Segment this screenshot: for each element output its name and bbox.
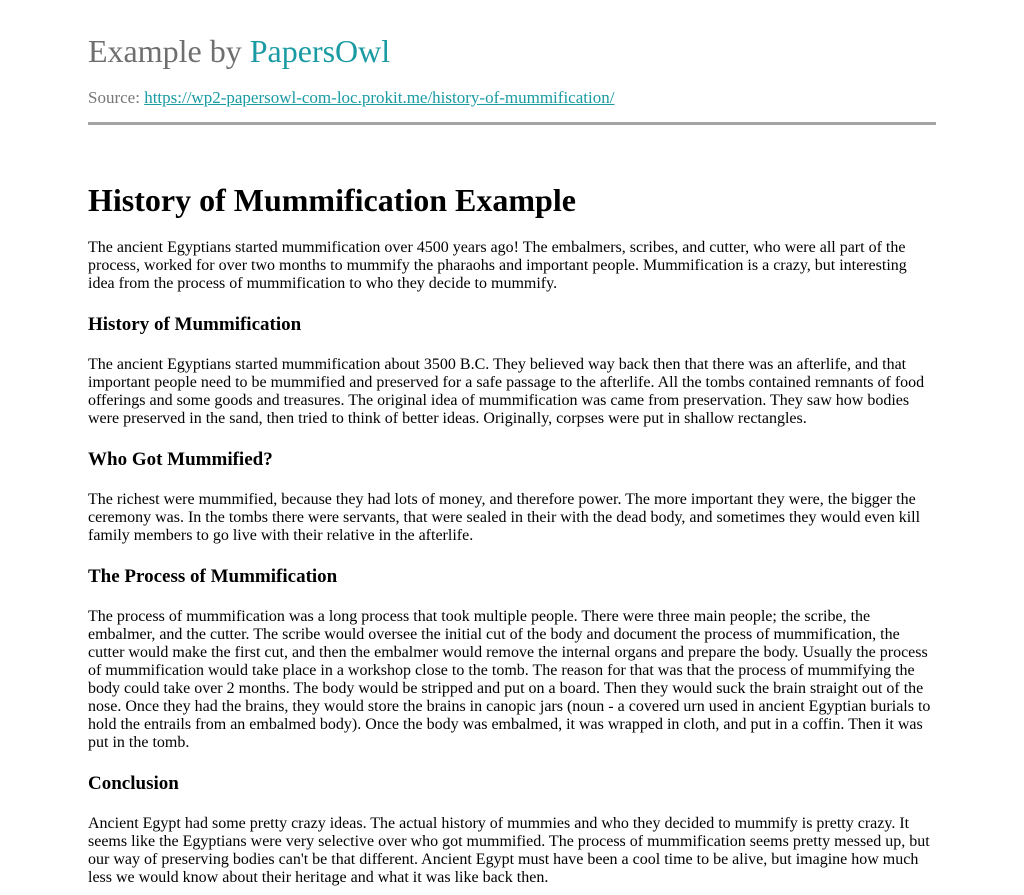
source-line — [88, 87, 614, 109]
brand-header — [88, 31, 390, 71]
brand-prefix: Example by — [88, 33, 250, 69]
section-body-history: The ancient Egyptians started mummification about 3500 B.C. They believed way back then that there was an afterlife, and that important people need to be mummified and preserved for a safe passage to the afterlife. All the tombs contained remnants of food offerings and some goods and treasures. The original idea of mummification was came from preservation. They saw how bodies were preserved in the sand, then tried to think of better ideas. Originally, corpses were put in shallow rectangles. — [88, 356, 925, 427]
source-label: Source: — [88, 88, 145, 107]
section-heading-process: The Process of Mummification — [88, 566, 338, 587]
section-body-who-got-mummified: The richest were mummified, because they had lots of money, and therefore power. The more important they were, the bigger the ceremony was. In the tombs there were servants, that were sealed in their with the dead body, and sometimes they would even kill family members to go live with their relative in the afterlife. — [88, 491, 921, 544]
section-heading-who-got-mummified: Who Got Mummified? — [88, 449, 273, 470]
section-body-conclusion: Ancient Egypt had some pretty crazy ideas. The actual history of mummies and who they decided to mummify is pretty crazy. It seems like the Egyptians were very selective over who got mummified. The process of mummification seems pretty messed up, but our way of preserving bodies can't be that different. Ancient Egypt must have been a cool time to be alive, but imagine how much less we would know about their heritage and what it was like back then. — [88, 815, 930, 886]
section-body-process: The process of mummification was a long process that took multiple people. There were three main people; the scribe, the embalmer, and the cutter. The scribe would oversee the initial cut of the body and document the process of mummification, the cutter would make the first cut, and then the embalmer would remove the internal organs and prepare the body. Usually the process of mummification would take place in a workshop close to the tomb. The reason for that was that the process of mummifying the body could take over 2 months. The body would be stripped and put on a board. Then they would suck the brain straight out of the nose. Once they had the brains, they would store the brains in canopic jars (noun - a covered urn used in ancient Egyptian burials to hold the entrails from an embalmed body). Once the body was embalmed, it was wrapped in cloth, and put in a coffin. Then it was put in the tomb. — [88, 608, 931, 751]
header-divider — [88, 122, 936, 125]
section-heading-conclusion: Conclusion — [88, 773, 179, 794]
page-title: History of Mummification Example — [88, 182, 576, 218]
brand-name: PapersOwl — [249, 33, 391, 69]
section-heading-history: History of Mummification — [88, 314, 302, 335]
source-link[interactable]: https://wp2-papersowl-com-loc.prokit.me/history-of-mummification/ — [144, 88, 615, 107]
intro-paragraph: The ancient Egyptians started mummification over 4500 years ago! The embalmers, scribes, and cutter, who were all part of the process, worked for over two months to mummify the pharaohs and important people. Mummification is a crazy, but interesting idea from the process of mummification to who they decide to mummify. — [88, 239, 907, 292]
